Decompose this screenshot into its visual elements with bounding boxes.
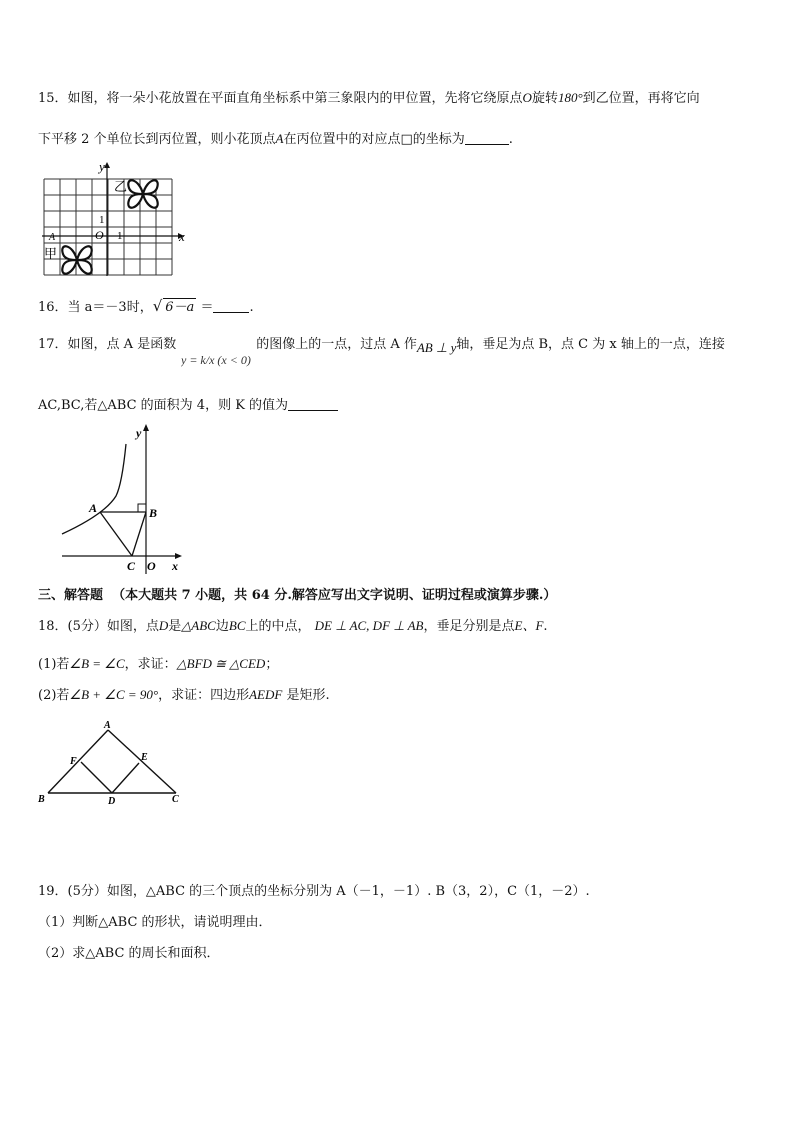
function-formula	[181, 346, 261, 372]
q19-part1: （1）判断△ABC 的形状，请说明理由．	[38, 915, 272, 930]
flower-yi-icon	[128, 180, 157, 207]
origin-label: O	[522, 90, 532, 105]
q16-line: 16．当 a＝－3时，√ 6－a ＝ .	[38, 297, 254, 315]
perp-formula: AB ⊥ y	[416, 340, 457, 355]
q19-part2: （2）求△ABC 的周长和面积．	[38, 946, 220, 961]
fig18-e: E	[141, 752, 148, 763]
fig17-a: A	[89, 501, 98, 515]
q16-radicand: 6－a	[165, 300, 195, 315]
fig17-b: B	[149, 506, 158, 520]
fig18-d: D	[108, 796, 116, 807]
flower-jia-icon	[62, 246, 91, 273]
fig18-b: B	[38, 794, 45, 805]
fig17-o: O	[147, 559, 156, 573]
q15-line2: 下平移 2 个单位长到丙位置，则小花顶点A在丙位置中的对应点□的坐标为 .	[38, 131, 513, 147]
fig17-y-label: y	[136, 426, 142, 440]
answer-blank[interactable]	[213, 298, 249, 313]
section-3-header: 三、解答题 （本大题共 7 小题，共 64 分.解答应写出文字说明、证明过程或演算步骤.）	[38, 588, 557, 603]
fig17-c: C	[127, 559, 136, 573]
grid-one-y: 1	[99, 214, 105, 226]
q18-part1: (1)若∠B = ∠C，求证：△BFD ≅ △CED；	[38, 656, 279, 672]
fig17-x-label: x	[172, 559, 178, 573]
label-jia: 甲	[44, 246, 58, 261]
fig18-c: C	[172, 794, 179, 805]
grid-one-x: 1	[117, 230, 123, 242]
fig18-a: A	[104, 720, 111, 731]
q19-line1: 19．(5分）如图，△ABC 的三个顶点的坐标分别为 A（－1，－1）. B（3，2），C（1，－2）.	[38, 884, 590, 899]
q18-part2: (2)若∠B + ∠C = 90°，求证：四边形AEDF 是矩形.	[38, 687, 330, 703]
grid-x-label: x	[179, 229, 185, 244]
answer-blank[interactable]	[465, 130, 509, 145]
rotation-degree: 180°	[557, 90, 583, 105]
q17-figure	[58, 424, 188, 578]
q17-line1: 17．如图，点 A 是函数 的图像上的一点，过点 A 作AB ⊥ y轴，垂足为点 B，点 C 为 x 轴上的一点，连接	[38, 337, 725, 355]
q18-line1: 18．(5分）如图，点D是△ABC边BC上的中点， DE ⊥ AC, DF ⊥ AB，垂足分别是点E、F.	[38, 618, 548, 634]
grid-y-label: y	[99, 159, 105, 174]
label-a: A	[49, 232, 56, 243]
q15-line1: 15．如图，将一朵小花放置在平面直角坐标系中第三象限内的甲位置，先将它绕原点O旋转180°到乙位置，再将它向	[38, 90, 700, 106]
svg-text:y = k/x (x < 0): y = k/x (x < 0)	[181, 353, 251, 367]
q15-grid-figure	[36, 158, 196, 282]
q17-line2: AC,BC,若△ABC 的面积为 4，则 K 的值为	[38, 396, 338, 415]
label-yi: 乙	[114, 179, 128, 194]
fig18-f: F	[70, 756, 77, 767]
answer-blank[interactable]	[288, 396, 338, 411]
q18-triangle-figure	[36, 718, 186, 808]
grid-origin-label: O	[95, 228, 104, 242]
